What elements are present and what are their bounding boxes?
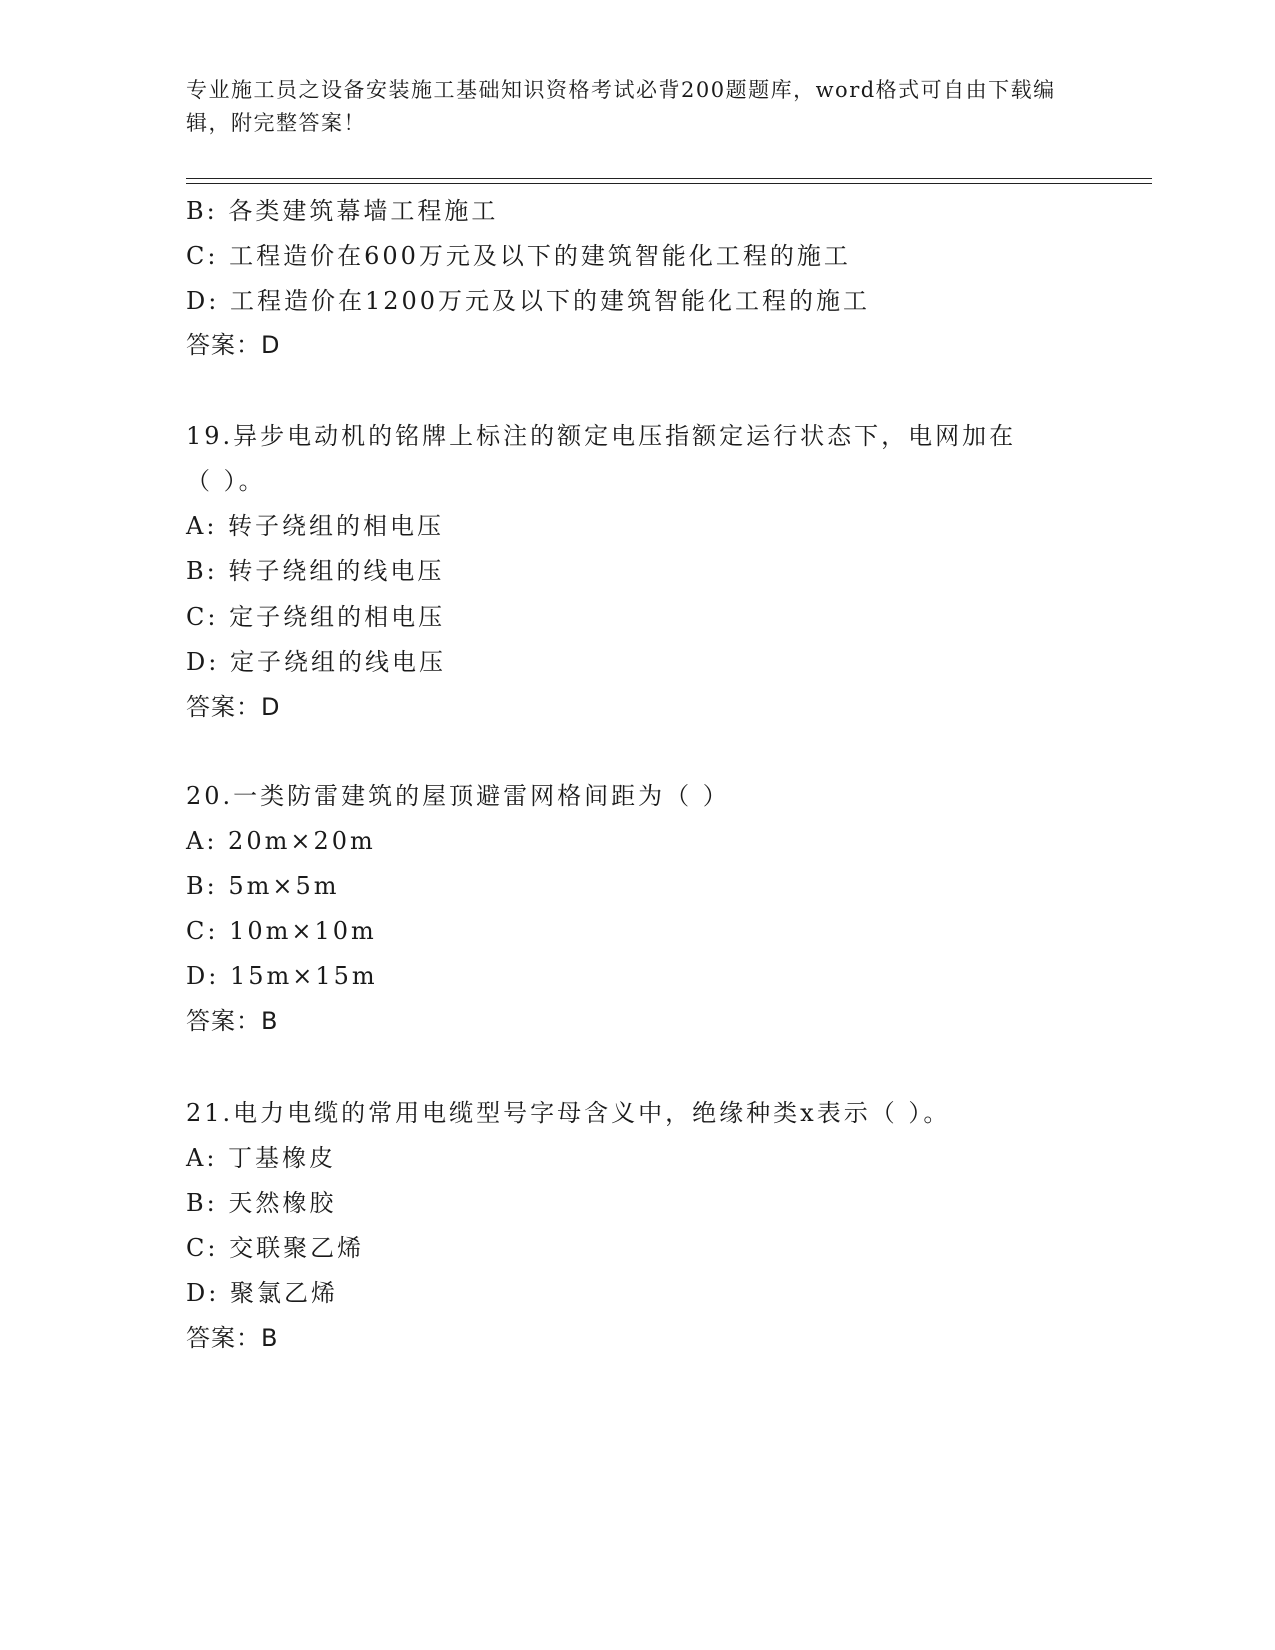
question-19-answer: 答案：D bbox=[186, 693, 281, 721]
question-21-option-a: A: 丁基橡皮 bbox=[186, 1144, 337, 1172]
question-21-stem: 21.电力电缆的常用电缆型号字母含义中，绝缘种类x表示（ ）。 bbox=[186, 1099, 951, 1127]
header-divider-bottom bbox=[186, 183, 1152, 184]
question-20-option-d: D: 15m×15m bbox=[186, 962, 378, 990]
question-19-stem-continued: （ ）。 bbox=[186, 467, 266, 495]
question-19-option-c: C: 定子绕组的相电压 bbox=[186, 603, 446, 631]
header-divider-top bbox=[186, 178, 1152, 179]
question-21-answer: 答案：B bbox=[186, 1324, 279, 1352]
question-19-stem: 19.异步电动机的铭牌上标注的额定电压指额定运行状态下，电网加在 bbox=[186, 422, 1017, 450]
question-20-option-a: A: 20m×20m bbox=[186, 827, 376, 855]
question-20-stem: 20.一类防雷建筑的屋顶避雷网格间距为（ ） bbox=[186, 782, 730, 810]
question-19-option-a: A: 转子绕组的相电压 bbox=[186, 512, 445, 540]
question-21-option-c: C: 交联聚乙烯 bbox=[186, 1234, 365, 1262]
question-20-option-c: C: 10m×10m bbox=[186, 917, 377, 945]
option-d: D: 工程造价在1200万元及以下的建筑智能化工程的施工 bbox=[186, 287, 871, 315]
question-20-answer: 答案：B bbox=[186, 1007, 279, 1035]
option-b: B: 各类建筑幕墙工程施工 bbox=[186, 197, 499, 225]
question-20-option-b: B: 5m×5m bbox=[186, 872, 340, 900]
question-19-option-d: D: 定子绕组的线电压 bbox=[186, 648, 446, 676]
question-21-option-b: B: 天然橡胶 bbox=[186, 1189, 337, 1217]
question-19-option-b: B: 转子绕组的线电压 bbox=[186, 557, 445, 585]
option-c: C: 工程造价在600万元及以下的建筑智能化工程的施工 bbox=[186, 242, 851, 270]
question-21-option-d: D: 聚氯乙烯 bbox=[186, 1279, 338, 1307]
answer: 答案：D bbox=[186, 331, 281, 359]
page-header: 专业施工员之设备安装施工基础知识资格考试必背200题题库，word格式可自由下载编辑，附完整答案！ bbox=[186, 78, 1056, 135]
